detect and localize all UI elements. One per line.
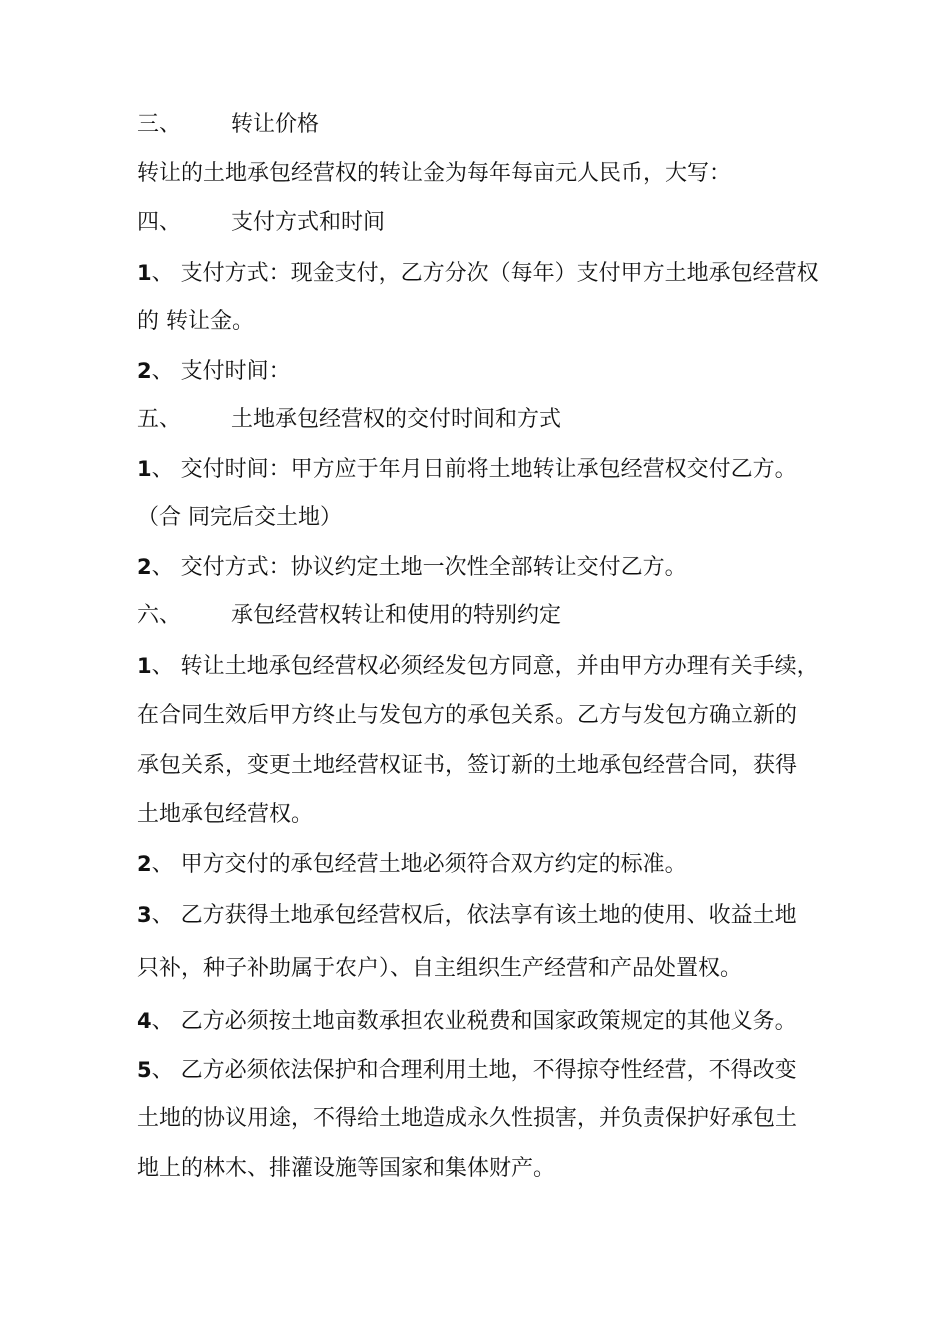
section-3-number: 三、	[137, 112, 182, 137]
section-3-body: 转让的土地承包经营权的转让金为每年每亩元人民币，大写：	[137, 161, 732, 186]
section-6-item-2	[137, 848, 687, 881]
section-4-title: 支付方式和时间	[231, 210, 386, 235]
section-4-item-1-cont: 的 转让金。	[137, 309, 254, 334]
item-text: 、 转让土地承包经营权必须经发包方同意，并由甲方办理有关手续，	[151, 654, 819, 679]
item-number: 2	[137, 359, 152, 383]
item-number: 1	[137, 654, 152, 678]
section-6-item-1	[137, 650, 819, 683]
section-5-item-1	[137, 453, 797, 486]
section-6-item-1-cont: 在合同生效后甲方终止与发包方的承包关系。乙方与发包方确立新的	[137, 703, 798, 728]
item-text: 、 乙方必须按土地亩数承担农业税费和国家政策规定的其他义务。	[151, 1009, 797, 1034]
section-6-item-5-cont: 土地的协议用途，不得给土地造成永久性损害，并负责保护好承包土	[137, 1106, 798, 1131]
section-5-item-2	[137, 551, 687, 584]
section-6-item-4	[137, 1005, 797, 1038]
item-number: 4	[137, 1009, 152, 1033]
item-number: 2	[137, 852, 152, 876]
section-6-item-5	[137, 1054, 797, 1087]
item-text: 、 乙方获得土地承包经营权后，依法享有该土地的使用、收益土地	[151, 903, 797, 928]
section-6-number: 六、	[137, 603, 182, 628]
item-text: 、 甲方交付的承包经营土地必须符合双方约定的标准。	[151, 852, 687, 877]
section-6-item-1-cont: 土地承包经营权。	[137, 802, 314, 827]
item-text: 、 支付方式：现金支付，乙方分次（每年）支付甲方土地承包经营权	[151, 261, 819, 286]
item-number: 3	[137, 903, 152, 927]
section-5-heading	[137, 404, 561, 436]
section-5-title: 土地承包经营权的交付时间和方式	[231, 407, 562, 432]
section-6-item-3	[137, 899, 797, 932]
section-4-number: 四、	[137, 210, 182, 235]
section-6-item-1-cont: 承包关系，变更土地经营权证书，签订新的土地承包经营合同，获得	[137, 753, 798, 778]
section-6-item-3-cont: 只补，种子补助属于农户）、自主组织生产经营和产品处置权。	[137, 956, 743, 981]
item-text: 、 乙方必须依法保护和合理利用土地，不得掠夺性经营，不得改变	[151, 1058, 797, 1083]
section-6-heading	[137, 600, 561, 632]
item-text: 、 交付方式：协议约定土地一次性全部转让交付乙方。	[151, 555, 687, 580]
section-3-title: 转让价格	[231, 112, 320, 137]
item-number: 1	[137, 457, 152, 481]
section-3-heading	[137, 109, 319, 141]
section-6-item-5-cont: 地上的林木、排灌设施等国家和集体财产。	[137, 1156, 556, 1181]
section-4-item-2	[137, 355, 291, 388]
item-text: 、 支付时间：	[151, 359, 291, 384]
section-5-item-1-cont: （合 同完后交土地）	[137, 505, 342, 530]
section-4-heading	[137, 207, 385, 239]
item-number: 5	[137, 1058, 152, 1082]
section-5-number: 五、	[137, 407, 182, 432]
item-text: 、 交付时间：甲方应于年月日前将土地转让承包经营权交付乙方。	[151, 457, 797, 482]
section-6-title: 承包经营权转让和使用的特别约定	[231, 603, 562, 628]
section-4-item-1	[137, 257, 819, 290]
item-number: 2	[137, 555, 152, 579]
item-number: 1	[137, 261, 152, 285]
